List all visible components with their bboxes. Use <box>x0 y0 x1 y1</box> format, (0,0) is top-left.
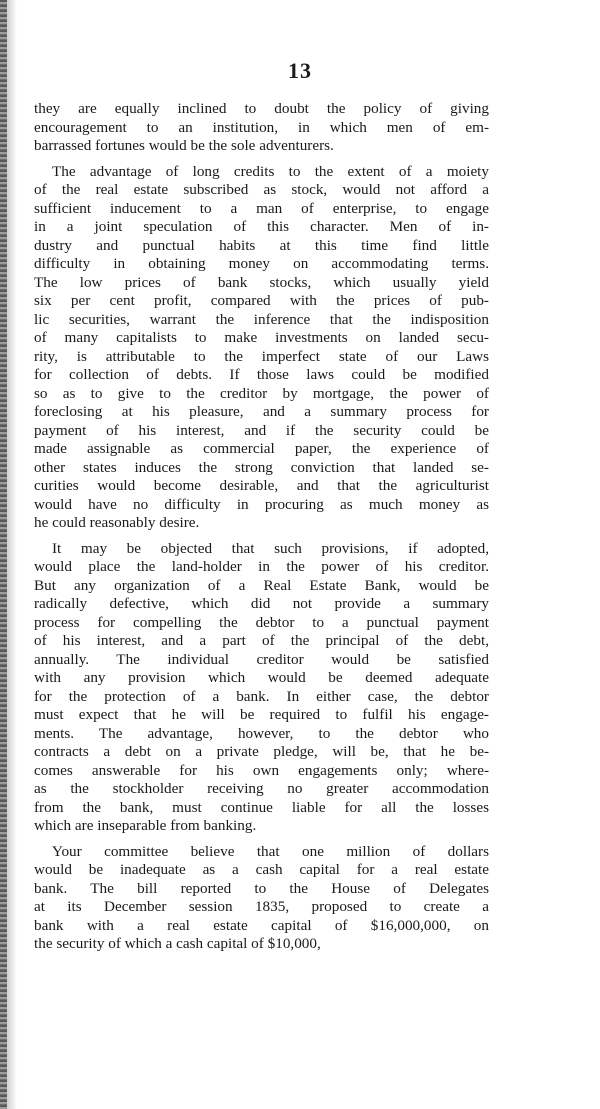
text-line: It may be objected that such provisions, if adopted, <box>52 539 489 557</box>
text-line: for collection of debts. If those laws could be modified <box>34 366 489 383</box>
text-line: contracts a debt on a private pledge, will be, that he be- <box>34 743 489 760</box>
text-line: of the real estate subscribed as stock, would not afford a <box>34 181 489 198</box>
text-line: would place the land-holder in the power of his creditor. <box>34 558 489 575</box>
text-line: would be inadequate as a cash capital for a real estate <box>34 861 489 878</box>
text-line: which are inseparable from banking. <box>34 817 257 834</box>
page-number: 13 <box>288 58 312 83</box>
text-line: he could reasonably desire. <box>34 514 200 531</box>
text-line: annually. The individual creditor would be satisfied <box>34 650 489 668</box>
text-line: at its December session 1835, proposed to create a <box>34 898 489 915</box>
paragraph-gap <box>34 836 489 843</box>
text-line: would have no difficulty in procuring as much money as <box>34 495 489 513</box>
text-line: sufficient inducement to a man of enterprise, to engage <box>34 199 489 217</box>
text-line: ments. The advantage, however, to the debtor who <box>34 724 489 742</box>
text-line: bank. The bill reported to the House of Delegates <box>34 879 489 897</box>
text-line: process for compelling the debtor to a punctual payment <box>34 613 489 631</box>
text-line: for the protection of a bank. In either case, the debtor <box>34 687 489 705</box>
text-line: the security of which a cash capital of $10,000, <box>34 935 321 952</box>
text-line: of many capitalists to make investments on landed secu- <box>34 329 489 346</box>
binding-edge <box>0 0 7 1109</box>
paragraph <box>34 100 489 156</box>
text-line: encouragement to an institution, in which men of em- <box>34 118 489 136</box>
text-line: from the bank, must continue liable for all the losses <box>34 798 489 816</box>
text-line: But any organization of a Real Estate Bank, would be <box>34 576 489 594</box>
text-line: as the stockholder receiving no greater accommodation <box>34 780 489 797</box>
text-line: difficulty in obtaining money on accommodating terms. <box>34 255 489 272</box>
binding-shadow <box>7 0 17 1109</box>
text-line: payment of his interest, and if the security could be <box>34 421 489 439</box>
text-line: comes answerable for his own engagements only; where- <box>34 761 489 779</box>
text-line: radically defective, which did not provide a summary <box>34 595 489 612</box>
text-line: must expect that he will be required to fulfil his engage- <box>34 706 489 723</box>
text-line: rity, is attributable to the imperfect state of our Laws <box>34 347 489 365</box>
text-line: in a joint speculation of this character. Men of in- <box>34 218 489 235</box>
text-line: dustry and punctual habits at this time find little <box>34 236 489 254</box>
paragraph <box>34 843 489 954</box>
text-line: lic securities, warrant the inference that the indisposition <box>34 310 489 328</box>
text-line: The low prices of bank stocks, which usually yield <box>34 273 489 291</box>
text-line: barrassed fortunes would be the sole adventurers. <box>34 137 334 154</box>
text-line: foreclosing at his pleasure, and a summary process for <box>34 403 489 420</box>
text-line: The advantage of long credits to the extent of a moiety <box>52 162 489 180</box>
text-line: bank with a real estate capital of $16,000,000, on <box>34 916 489 934</box>
body-text <box>34 100 489 954</box>
text-line: other states induces the strong conviction that landed se- <box>34 458 489 476</box>
text-line: they are equally inclined to doubt the policy of giving <box>34 100 489 117</box>
paragraph-gap <box>34 533 489 540</box>
paragraph <box>34 540 489 836</box>
text-line: six per cent profit, compared with the prices of pub- <box>34 292 489 309</box>
text-line: so as to give to the creditor by mortgage, the power of <box>34 384 489 402</box>
text-line: made assignable as commercial paper, the experience of <box>34 440 489 457</box>
text-line: curities would become desirable, and that the agriculturist <box>34 477 489 494</box>
text-line: Your committee believe that one million of dollars <box>52 842 489 860</box>
paragraph <box>34 163 489 533</box>
paragraph-gap <box>34 156 489 163</box>
text-line: with any provision which would be deemed adequate <box>34 669 489 686</box>
text-line: of his interest, and a part of the principal of the debt, <box>34 632 489 649</box>
